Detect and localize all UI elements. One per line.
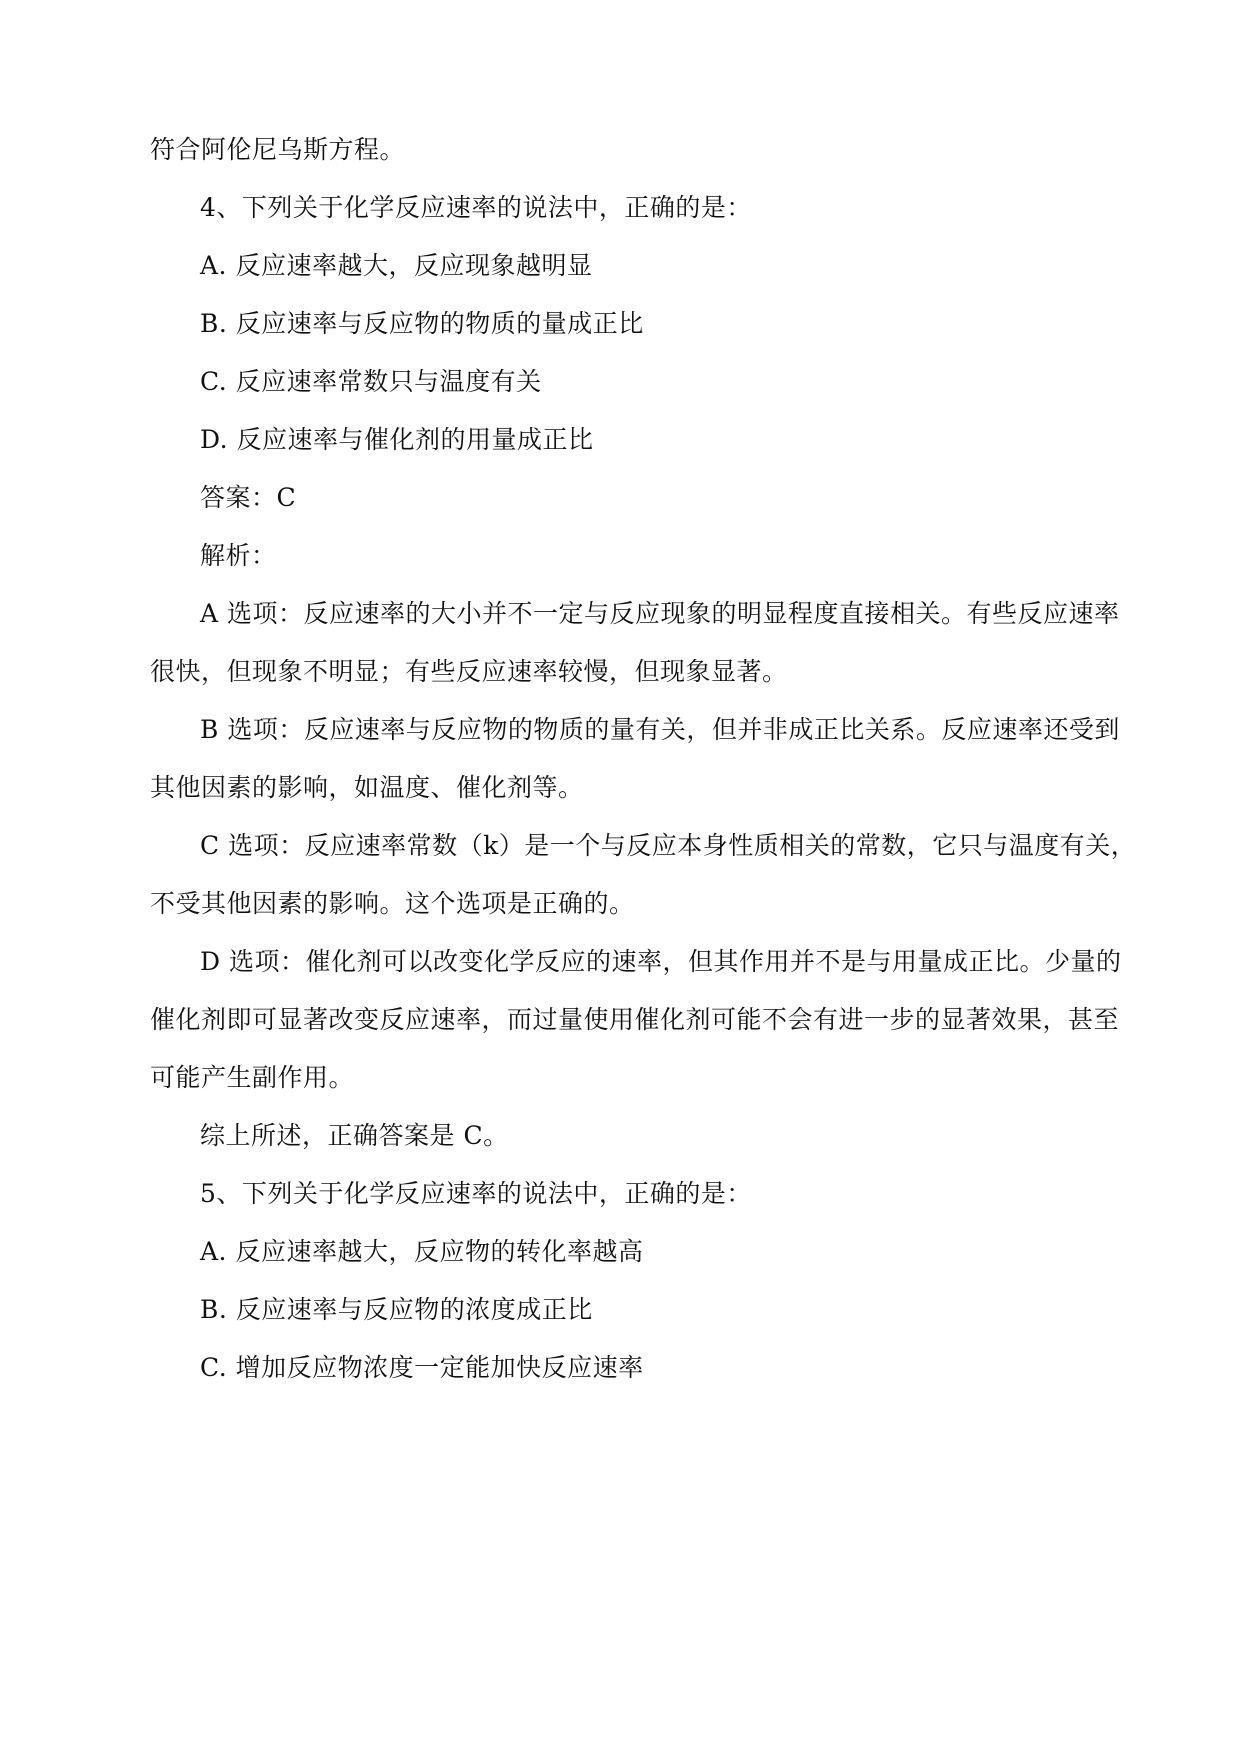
- analysis-a-line-1: A 选项：反应速率的大小并不一定与反应现象的明显程度直接相关。有些反应速率: [200, 599, 1120, 628]
- analysis-heading: 解析：: [200, 541, 277, 570]
- paragraph-continuation: 符合阿伦尼乌斯方程。: [150, 135, 406, 164]
- analysis-c-line-2: 不受其他因素的影响。这个选项是正确的。: [150, 889, 635, 918]
- answer-line: 答案：C: [200, 483, 297, 512]
- summary-line: 综上所述，正确答案是 C。: [200, 1121, 509, 1150]
- question-5-option-a: A. 反应速率越大，反应物的转化率越高: [200, 1237, 644, 1266]
- analysis-d-line-2: 催化剂即可显著改变反应速率，而过量使用催化剂可能不会有进一步的显著效果，甚至: [150, 1005, 1120, 1034]
- question-4-option-b: B. 反应速率与反应物的物质的量成正比: [200, 309, 644, 338]
- analysis-a-line-2: 很快，但现象不明显；有些反应速率较慢，但现象显著。: [150, 657, 788, 686]
- question-5: 5、下列关于化学反应速率的说法中，正确的是：: [200, 1179, 752, 1208]
- question-4-option-a: A. 反应速率越大，反应现象越明显: [200, 251, 593, 280]
- question-4: 4、下列关于化学反应速率的说法中，正确的是：: [200, 193, 752, 222]
- question-5-option-c: C. 增加反应物浓度一定能加快反应速率: [200, 1353, 644, 1382]
- analysis-b-line-1: B 选项：反应速率与反应物的物质的量有关，但并非成正比关系。反应速率还受到: [200, 715, 1120, 744]
- question-4-option-c: C. 反应速率常数只与温度有关: [200, 367, 542, 396]
- analysis-d-line-3: 可能产生副作用。: [150, 1063, 355, 1092]
- analysis-c-line-1: C 选项：反应速率常数（k）是一个与反应本身性质相关的常数，它只与温度有关，: [200, 831, 1137, 860]
- analysis-b-line-2: 其他因素的影响，如温度、催化剂等。: [150, 773, 584, 802]
- question-4-option-d: D. 反应速率与催化剂的用量成正比: [200, 425, 594, 454]
- question-5-option-b: B. 反应速率与反应物的浓度成正比: [200, 1295, 593, 1324]
- analysis-d-line-1: D 选项：催化剂可以改变化学反应的速率，但其作用并不是与用量成正比。少量的: [200, 947, 1122, 976]
